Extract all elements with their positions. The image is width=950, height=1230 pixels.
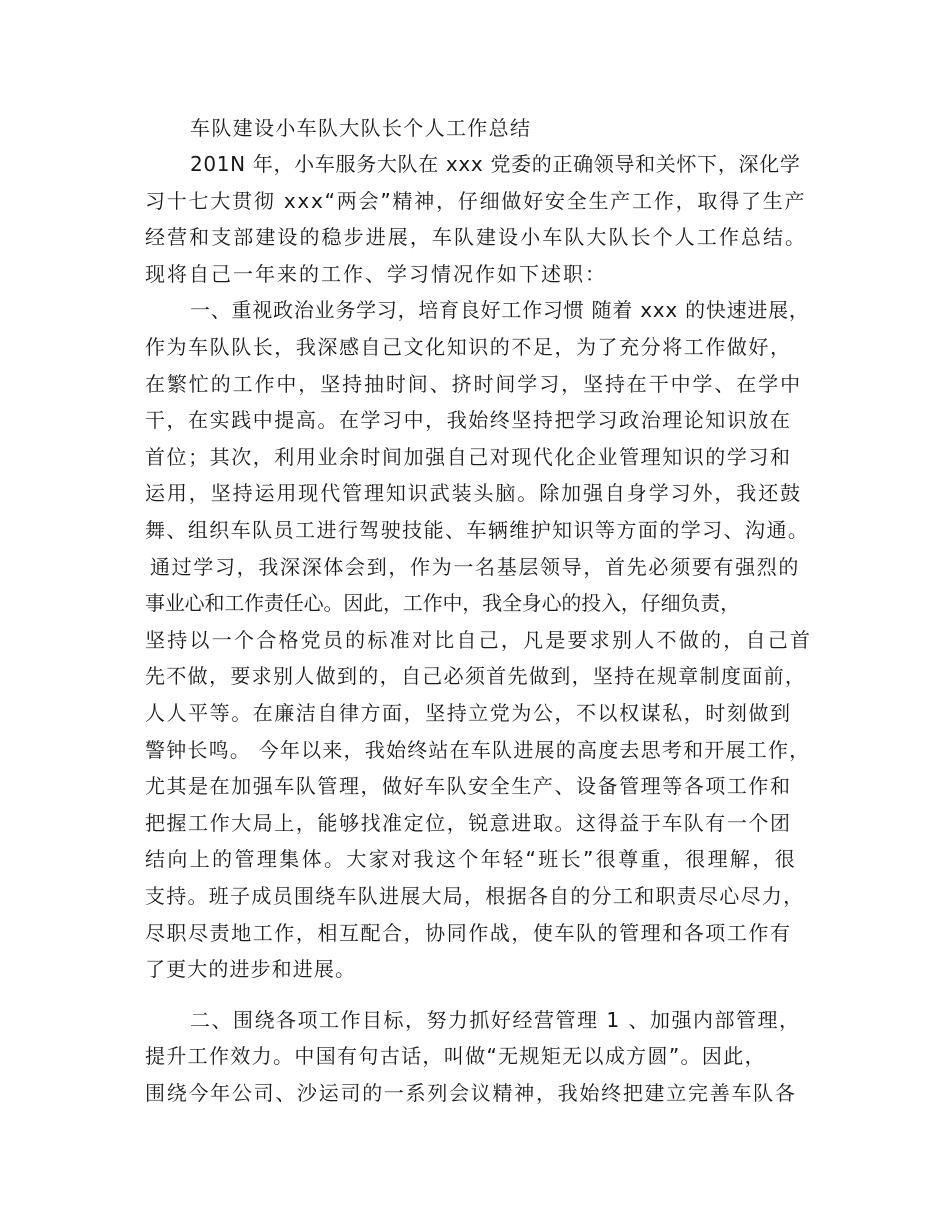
text-line: 首位；其次，利用业余时间加强自己对现代化企业管理知识的学习和 [145,445,792,469]
text-line: 警钟长鸣。 今年以来，我始终站在车队进展的高度去思考和开展工作， [145,738,811,762]
text-line: 201N 年，小车服务大队在 xxx 党委的正确领导和关怀下，深化学 [190,152,801,176]
text-line: 作为车队队长，我深感自己文化知识的不足，为了充分将工作做好， [145,335,792,359]
text-line: 尤其是在加强车队管理，做好车队安全生产、设备管理等各项工作和 [145,774,792,798]
text-line: 人人平等。在廉洁自律方面，坚持立党为公，不以权谋私，时刻做到 [145,701,792,725]
text-line: 一、重视政治业务学习，培育良好工作习惯 随着 xxx 的快速进展， [190,298,810,322]
text-line: 把握工作大局上，能够找准定位，锐意进取。这得益于车队有一个团 [145,811,792,835]
text-line: 了更大的进步和进展。 [145,957,357,981]
text-line: 尽职尽责地工作，相互配合，协同作战，使车队的管理和各项工作有 [145,921,792,945]
text-line: 现将自己一年来的工作、学习情况作如下述职： [145,262,607,286]
text-line: 二、围绕各项工作目标，努力抓好经营管理 1 、加强内部管理， [190,1008,801,1032]
text-line: 围绕今年公司、沙运司的一系列会议精神，我始终把建立完善车队各 [145,1081,797,1105]
text-line: 先不做，要求别人做到的，自己必须首先做到，坚持在规章制度面前， [145,664,807,688]
text-line: 提升工作效力。中国有句古话，叫做“无规矩无以成方圆”。因此， [145,1044,766,1068]
text-line: 经营和支部建设的稳步进展，车队建设小车队大队长个人工作总结。 [145,225,808,249]
text-line: 事业心和工作责任心。因此，工作中，我全身心的投入，仔细负责， [145,591,740,615]
text-line: 坚持以一个合格党员的标准对比自己，凡是要求别人不做的，自己首 [145,628,813,652]
text-line: 在繁忙的工作中，坚持抽时间、挤时间学习，坚持在干中学、在学中 [145,372,802,396]
text-line: 通过学习，我深深体会到，作为一名基层领导，首先必须要有强烈的 [150,555,801,579]
text-line: 运用，坚持运用现代管理知识武装头脑。除加强自身学习外，我还鼓 [145,481,802,505]
text-line: 习十七大贯彻 xxx“两会”精神，仔细做好安全生产工作，取得了生产 [145,189,807,213]
text-line: 支持。班子成员围绕车队进展大局，根据各自的分工和职责尽心尽力， [145,884,805,908]
text-line: 干，在实践中提高。在学习中，我始终坚持把学习政治理论知识放在 [145,408,792,432]
text-line: 结向上的管理集体。大家对我这个年轻“班长”很尊重，很理解，很 [145,847,798,871]
document-title: 车队建设小车队大队长个人工作总结 [190,116,532,140]
text-line: 舞、组织车队员工进行驾驶技能、车辆维护知识等方面的学习、沟通。 [145,518,810,542]
